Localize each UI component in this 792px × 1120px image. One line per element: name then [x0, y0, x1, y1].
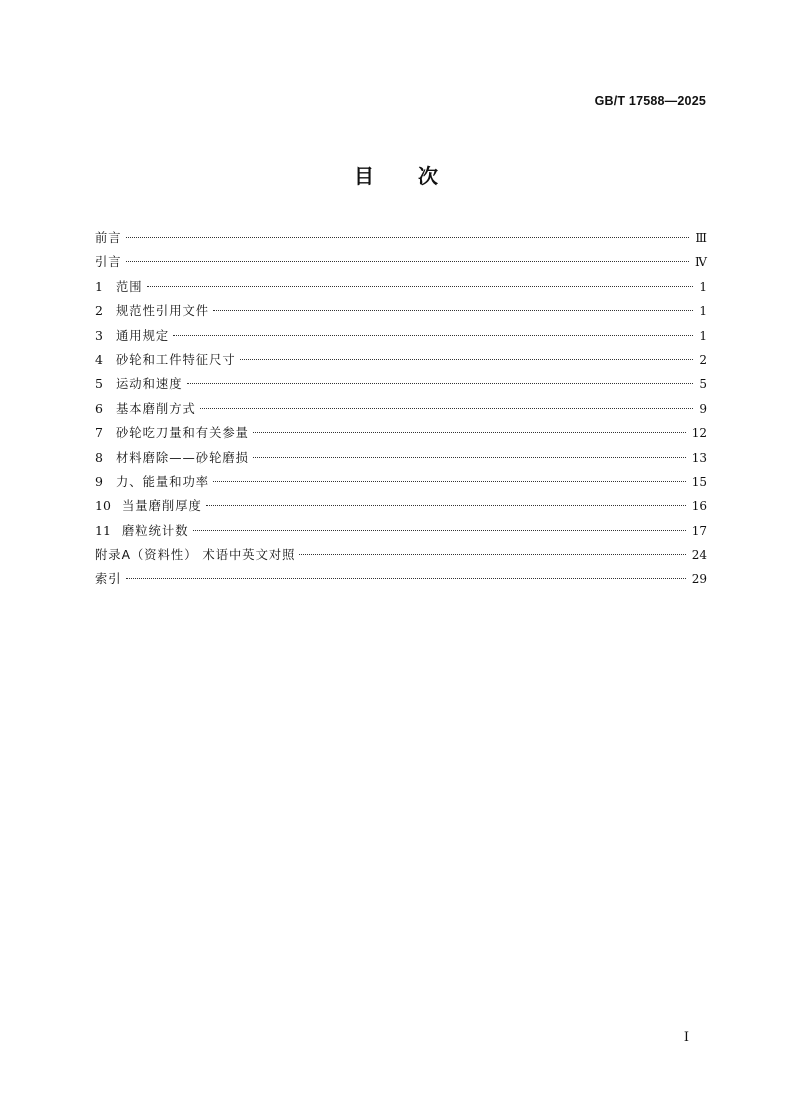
toc-entry-page: 13 [691, 450, 707, 465]
toc-entry-page: 17 [691, 523, 707, 538]
title-char-1: 目 [354, 164, 374, 188]
toc-leader-dots [253, 432, 686, 433]
toc-entry-label: 当量磨削厚度 [122, 499, 202, 514]
toc-entry-page: Ⅲ [695, 231, 707, 245]
toc-entry-label: 引言 [95, 255, 122, 270]
toc-entry-1[interactable] [95, 275, 707, 299]
toc-entry-page: 29 [691, 572, 707, 587]
toc-leader-dots [173, 335, 693, 336]
toc-entry-number: 6 [95, 400, 103, 416]
toc-leader-dots [240, 359, 694, 360]
toc-entry-7[interactable] [95, 421, 707, 445]
toc-entry-label: 规范性引用文件 [116, 304, 210, 319]
toc-entry-page: Ⅳ [695, 255, 707, 270]
toc-entry-page: 1 [699, 304, 707, 319]
toc-entry-label: 前言 [95, 231, 122, 245]
toc-entry-label: 运动和速度 [116, 377, 183, 392]
toc-leader-dots [253, 457, 686, 458]
toc-entry-foreword[interactable] [95, 226, 707, 250]
toc-entry-label: 附录A（资料性） 术语中英文对照 [95, 548, 296, 563]
toc-leader-dots [126, 261, 689, 262]
toc-entry-10[interactable] [95, 494, 707, 518]
toc-entry-page: 1 [699, 279, 707, 294]
toc-entry-11[interactable] [95, 519, 707, 543]
toc-entry-label: 通用规定 [116, 328, 170, 343]
toc-entry-label: 力、能量和功率 [116, 474, 210, 489]
standard-code: GB/T 17588—2025 [594, 94, 706, 108]
toc-entry-number: 9 [95, 473, 103, 489]
table-of-contents [95, 226, 707, 592]
toc-entry-number: 3 [95, 327, 103, 343]
toc-entry-label: 磨粒统计数 [122, 523, 189, 538]
toc-leader-dots [200, 408, 694, 409]
toc-entry-6[interactable] [95, 397, 707, 421]
title-char-2: 次 [418, 164, 438, 188]
toc-entry-label: 索引 [95, 572, 122, 587]
toc-leader-dots [213, 310, 693, 311]
toc-entry-introduction[interactable] [95, 250, 707, 274]
toc-entry-number: 4 [95, 351, 103, 367]
toc-entry-number: 7 [95, 425, 103, 441]
toc-leader-dots [193, 530, 686, 531]
toc-entry-page: 9 [699, 401, 707, 416]
toc-leader-dots [147, 286, 694, 287]
toc-leader-dots [206, 505, 686, 506]
toc-entry-page: 16 [691, 499, 707, 514]
toc-entry-page: 1 [699, 328, 707, 343]
toc-entry-page: 5 [699, 377, 707, 392]
toc-entry-2[interactable] [95, 299, 707, 323]
toc-leader-dots [126, 237, 690, 238]
toc-entry-label: 材料磨除——砂轮磨损 [116, 450, 249, 465]
toc-entry-number: 2 [95, 303, 103, 319]
toc-entry-number: 5 [95, 376, 103, 392]
toc-entry-page: 15 [691, 474, 707, 489]
toc-entry-annex-a[interactable] [95, 543, 707, 567]
toc-entry-4[interactable] [95, 348, 707, 372]
toc-entry-number: 1 [95, 278, 103, 294]
page-title [0, 160, 792, 189]
toc-entry-9[interactable] [95, 470, 707, 494]
toc-entry-label: 范围 [116, 279, 143, 294]
toc-entry-page: 12 [691, 426, 707, 441]
toc-entry-5[interactable] [95, 372, 707, 396]
page-number: I [683, 1030, 689, 1045]
toc-entry-page: 2 [699, 352, 707, 367]
toc-entry-3[interactable] [95, 324, 707, 348]
toc-entry-8[interactable] [95, 446, 707, 470]
toc-entry-number: 8 [95, 449, 103, 465]
toc-leader-dots [299, 554, 685, 555]
toc-entry-number: 10 [95, 498, 111, 514]
toc-leader-dots [213, 481, 686, 482]
toc-leader-dots [187, 383, 694, 384]
toc-entry-label: 基本磨削方式 [116, 401, 196, 416]
toc-entry-number: 11 [95, 522, 111, 538]
toc-leader-dots [126, 578, 686, 579]
toc-entry-index[interactable] [95, 567, 707, 591]
toc-entry-label: 砂轮吃刀量和有关参量 [116, 426, 249, 441]
toc-entry-label: 砂轮和工件特征尺寸 [116, 352, 236, 367]
toc-entry-page: 24 [691, 548, 707, 563]
